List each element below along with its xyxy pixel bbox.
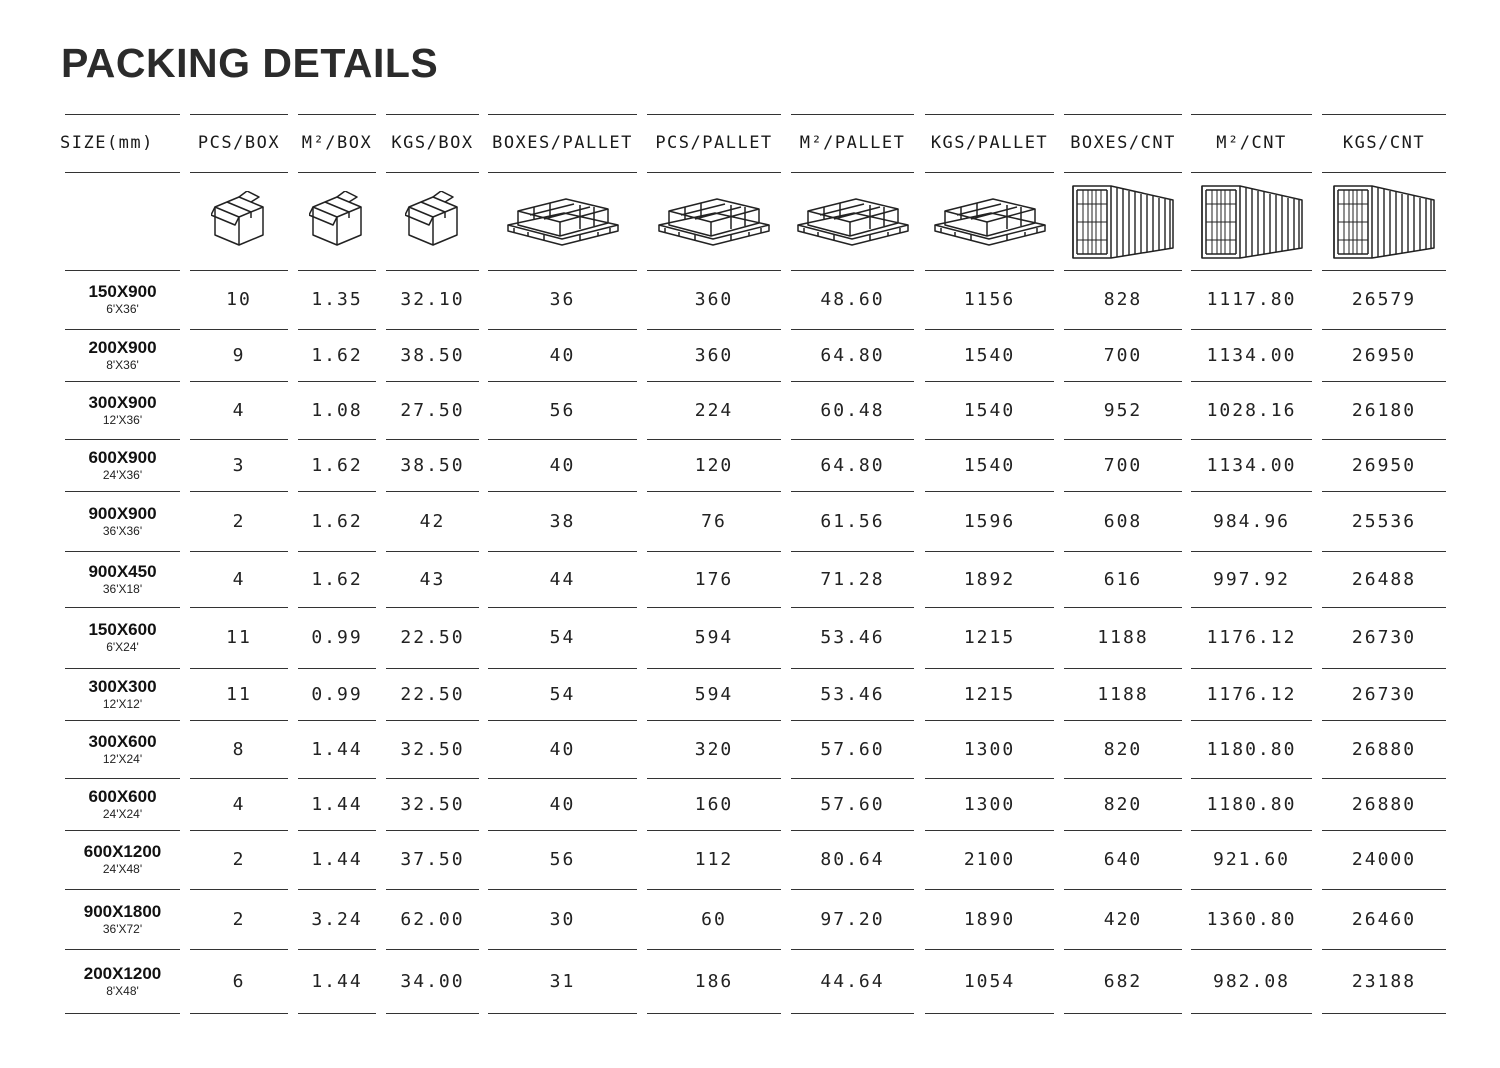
table-cell: 56 (549, 849, 576, 870)
table-cell: 1188 (1097, 627, 1149, 648)
table-cell: 26488 (1351, 568, 1417, 590)
size-mm-label: 150X900 (88, 282, 157, 302)
table-cell: 38 (549, 510, 576, 532)
table-cell: 360 (694, 344, 734, 366)
table-cell: 1.44 (311, 849, 363, 870)
table-cell: 3 (232, 454, 246, 476)
table-cell: 26880 (1351, 738, 1417, 760)
table-cell: 420 (1103, 908, 1143, 930)
table-cell: 1540 (963, 454, 1016, 476)
table-cell: 0.99 (311, 627, 363, 648)
table-cell: 10 (226, 289, 252, 310)
table-cell: 26950 (1351, 454, 1417, 476)
size-mm-label: 300X300 (88, 676, 157, 696)
table-cell: 11 (226, 683, 252, 705)
table-cell: 700 (1103, 454, 1143, 476)
table-cell: 952 (1103, 399, 1143, 421)
table-cell: 3.24 (311, 908, 363, 930)
column-header: M²/CNT (1216, 133, 1287, 153)
table-cell: 4 (232, 399, 246, 421)
size-ft-label: 36'X36' (102, 523, 143, 538)
table-cell: 594 (694, 627, 734, 648)
table-cell: 1.35 (311, 289, 363, 310)
size-ft-label: 36'X18' (102, 581, 143, 596)
size-cell (65, 720, 180, 778)
table-cell: 0.99 (311, 683, 363, 705)
table-cell: 26880 (1351, 793, 1417, 815)
table-cell: 4 (232, 793, 246, 815)
table-cell: 4 (232, 568, 246, 590)
table-cell: 2 (232, 849, 246, 870)
table-cell: 682 (1103, 970, 1143, 992)
table-cell: 186 (694, 970, 734, 992)
table-cell: 2 (232, 510, 246, 532)
table-cell: 26730 (1351, 683, 1417, 705)
size-mm-label: 900X450 (88, 561, 157, 581)
table-rule (298, 1013, 376, 1014)
table-rule (65, 172, 180, 173)
size-ft-label: 6'X36' (106, 302, 139, 317)
column-header: KGS/PALLET (930, 133, 1049, 153)
table-rule (190, 1013, 288, 1014)
table-rule (925, 1013, 1054, 1014)
size-ft-label: 24'X48' (102, 862, 143, 877)
table-cell: 1180.80 (1206, 738, 1297, 760)
table-cell: 32.50 (400, 738, 465, 760)
size-mm-label: 300X600 (88, 731, 157, 751)
size-mm-label: 200X1200 (83, 963, 162, 983)
size-cell (65, 329, 180, 381)
table-cell: 1300 (963, 793, 1016, 815)
table-cell: 97.20 (820, 908, 885, 930)
table-cell: 60.48 (820, 399, 885, 421)
table-cell: 1.62 (311, 344, 363, 366)
table-cell: 1134.00 (1206, 344, 1297, 366)
size-cell (65, 270, 180, 329)
table-cell: 61.56 (820, 510, 885, 532)
size-cell (65, 551, 180, 607)
table-cell: 80.64 (820, 849, 885, 870)
table-cell: 11 (226, 627, 252, 648)
table-cell: 9 (232, 344, 246, 366)
table-cell: 76 (701, 510, 727, 532)
table-cell: 160 (694, 793, 734, 815)
table-cell: 64.80 (820, 454, 885, 476)
column-header: BOXES/PALLET (492, 133, 633, 153)
table-cell: 1215 (963, 627, 1016, 648)
table-cell: 1215 (963, 683, 1016, 705)
table-cell: 320 (694, 738, 734, 760)
table-cell: 640 (1103, 849, 1143, 870)
table-cell: 120 (694, 454, 734, 476)
table-cell: 56 (549, 399, 576, 421)
table-cell: 1.44 (311, 738, 363, 760)
table-cell: 38.50 (400, 344, 465, 366)
table-rule (488, 1013, 637, 1014)
table-cell: 26460 (1351, 908, 1417, 930)
table-cell: 32.50 (400, 793, 465, 815)
table-cell: 37.50 (400, 849, 465, 870)
table-cell: 31 (549, 970, 576, 992)
table-cell: 1540 (963, 344, 1016, 366)
container-icon (1191, 172, 1312, 270)
table-cell: 71.28 (820, 568, 885, 590)
table-cell: 1054 (963, 970, 1016, 992)
size-mm-label: 600X900 (88, 447, 157, 467)
size-ft-label: 12'X36' (102, 412, 143, 427)
table-cell: 23188 (1351, 970, 1417, 992)
size-cell (65, 949, 180, 1013)
table-cell: 2100 (963, 849, 1016, 870)
table-cell: 40 (549, 344, 576, 366)
table-cell: 608 (1103, 510, 1143, 532)
table-cell: 176 (694, 568, 734, 590)
table-cell: 1300 (963, 738, 1016, 760)
table-cell: 26180 (1351, 399, 1417, 421)
table-cell: 64.80 (820, 344, 885, 366)
size-cell (65, 607, 180, 668)
table-cell: 24000 (1351, 849, 1417, 870)
size-mm-label: 600X1200 (83, 842, 162, 862)
table-rule (791, 1013, 914, 1014)
table-cell: 594 (694, 683, 734, 705)
size-ft-label: 24'X36' (102, 467, 143, 482)
size-cell (65, 830, 180, 889)
column-header: M²/BOX (301, 133, 373, 153)
table-cell: 38.50 (400, 454, 465, 476)
table-cell: 982.08 (1212, 970, 1291, 992)
table-rule (386, 1013, 479, 1014)
table-cell: 8 (232, 738, 246, 760)
pallet-icon (488, 172, 637, 270)
column-header: BOXES/CNT (1070, 133, 1176, 153)
column-header: SIZE(mm) (60, 133, 154, 153)
column-header: KGS/CNT (1342, 133, 1426, 153)
table-cell: 44.64 (820, 970, 885, 992)
table-cell: 1.62 (311, 568, 363, 590)
table-cell: 53.46 (820, 627, 885, 648)
table-cell: 112 (694, 849, 734, 870)
table-cell: 1180.80 (1206, 793, 1297, 815)
table-cell: 32.10 (400, 289, 465, 310)
size-cell (65, 889, 180, 949)
table-cell: 60 (701, 908, 727, 930)
size-ft-label: 8'X36' (106, 357, 139, 372)
table-cell: 1156 (963, 289, 1016, 310)
table-cell: 40 (549, 454, 576, 476)
size-mm-label: 600X600 (88, 786, 157, 806)
size-ft-label: 12'X24' (102, 751, 143, 766)
table-cell: 921.60 (1212, 849, 1291, 870)
table-cell: 700 (1103, 344, 1143, 366)
table-cell: 1134.00 (1206, 454, 1297, 476)
table-cell: 30 (549, 908, 576, 930)
table-cell: 26579 (1351, 289, 1417, 310)
table-cell: 1360.80 (1206, 908, 1297, 930)
column-header: KGS/BOX (391, 133, 474, 153)
table-cell: 2 (232, 908, 246, 930)
table-cell: 984.96 (1212, 510, 1291, 532)
table-rule (1322, 1013, 1446, 1014)
table-cell: 820 (1103, 738, 1143, 760)
table-cell: 57.60 (820, 793, 885, 815)
table-cell: 1.44 (311, 970, 363, 992)
box-icon (190, 172, 288, 270)
pallet-icon (925, 172, 1054, 270)
table-cell: 224 (694, 399, 734, 421)
size-cell (65, 778, 180, 830)
table-cell: 42 (419, 510, 446, 532)
table-cell: 34.00 (400, 970, 465, 992)
size-ft-label: 8'X48' (106, 983, 139, 998)
table-cell: 26730 (1351, 627, 1417, 648)
container-icon (1064, 172, 1182, 270)
table-cell: 27.50 (400, 399, 465, 421)
container-icon (1322, 172, 1446, 270)
table-cell: 48.60 (820, 289, 885, 310)
table-cell: 1028.16 (1206, 399, 1297, 421)
table-cell: 54 (549, 683, 576, 705)
pallet-icon (791, 172, 914, 270)
table-cell: 1540 (963, 399, 1016, 421)
table-cell: 1.62 (311, 510, 363, 532)
column-header: M²/PALLET (799, 133, 906, 153)
table-cell: 57.60 (820, 738, 885, 760)
table-cell: 53.46 (820, 683, 885, 705)
table-cell: 6 (232, 970, 246, 992)
table-cell: 820 (1103, 793, 1143, 815)
table-cell: 22.50 (400, 627, 465, 648)
size-mm-label: 200X900 (88, 337, 157, 357)
table-cell: 1.44 (311, 793, 363, 815)
page-title: PACKING DETAILS (61, 40, 439, 86)
size-ft-label: 6'X24' (106, 640, 139, 655)
pallet-icon (647, 172, 781, 270)
size-cell (65, 439, 180, 491)
size-ft-label: 12'X12' (102, 696, 143, 711)
table-cell: 616 (1103, 568, 1143, 590)
table-cell: 828 (1103, 289, 1143, 310)
size-ft-label: 24'X24' (102, 806, 143, 821)
table-cell: 1188 (1097, 683, 1149, 705)
size-ft-label: 36'X72' (102, 921, 143, 936)
table-cell: 1176.12 (1206, 627, 1297, 648)
size-cell (65, 491, 180, 551)
table-cell: 1117.80 (1206, 289, 1297, 310)
size-cell (65, 668, 180, 720)
table-rule (647, 1013, 781, 1014)
column-header: PCS/BOX (197, 133, 281, 153)
table-cell: 1.62 (311, 454, 363, 476)
table-cell: 62.00 (400, 908, 465, 930)
table-cell: 22.50 (400, 683, 465, 705)
table-cell: 360 (694, 289, 734, 310)
table-cell: 43 (419, 568, 446, 590)
table-cell: 25536 (1351, 510, 1417, 532)
table-cell: 54 (549, 627, 576, 648)
box-icon (298, 172, 376, 270)
size-mm-label: 900X1800 (83, 901, 162, 921)
table-cell: 40 (549, 738, 576, 760)
table-cell: 1892 (963, 568, 1016, 590)
table-cell: 1.08 (311, 399, 363, 421)
size-mm-label: 900X900 (88, 503, 157, 523)
table-cell: 44 (549, 568, 576, 590)
table-cell: 1890 (963, 908, 1016, 930)
table-cell: 36 (549, 289, 576, 310)
size-cell (65, 381, 180, 439)
column-header: PCS/PALLET (655, 133, 773, 153)
table-cell: 1176.12 (1206, 683, 1297, 705)
table-rule (65, 1013, 180, 1014)
table-cell: 26950 (1351, 344, 1417, 366)
table-cell: 1596 (963, 510, 1016, 532)
size-mm-label: 300X900 (88, 392, 157, 412)
table-cell: 40 (549, 793, 576, 815)
table-cell: 997.92 (1212, 568, 1291, 590)
table-rule (1191, 1013, 1312, 1014)
box-icon (386, 172, 479, 270)
table-rule (1064, 1013, 1182, 1014)
size-mm-label: 150X600 (88, 620, 157, 640)
